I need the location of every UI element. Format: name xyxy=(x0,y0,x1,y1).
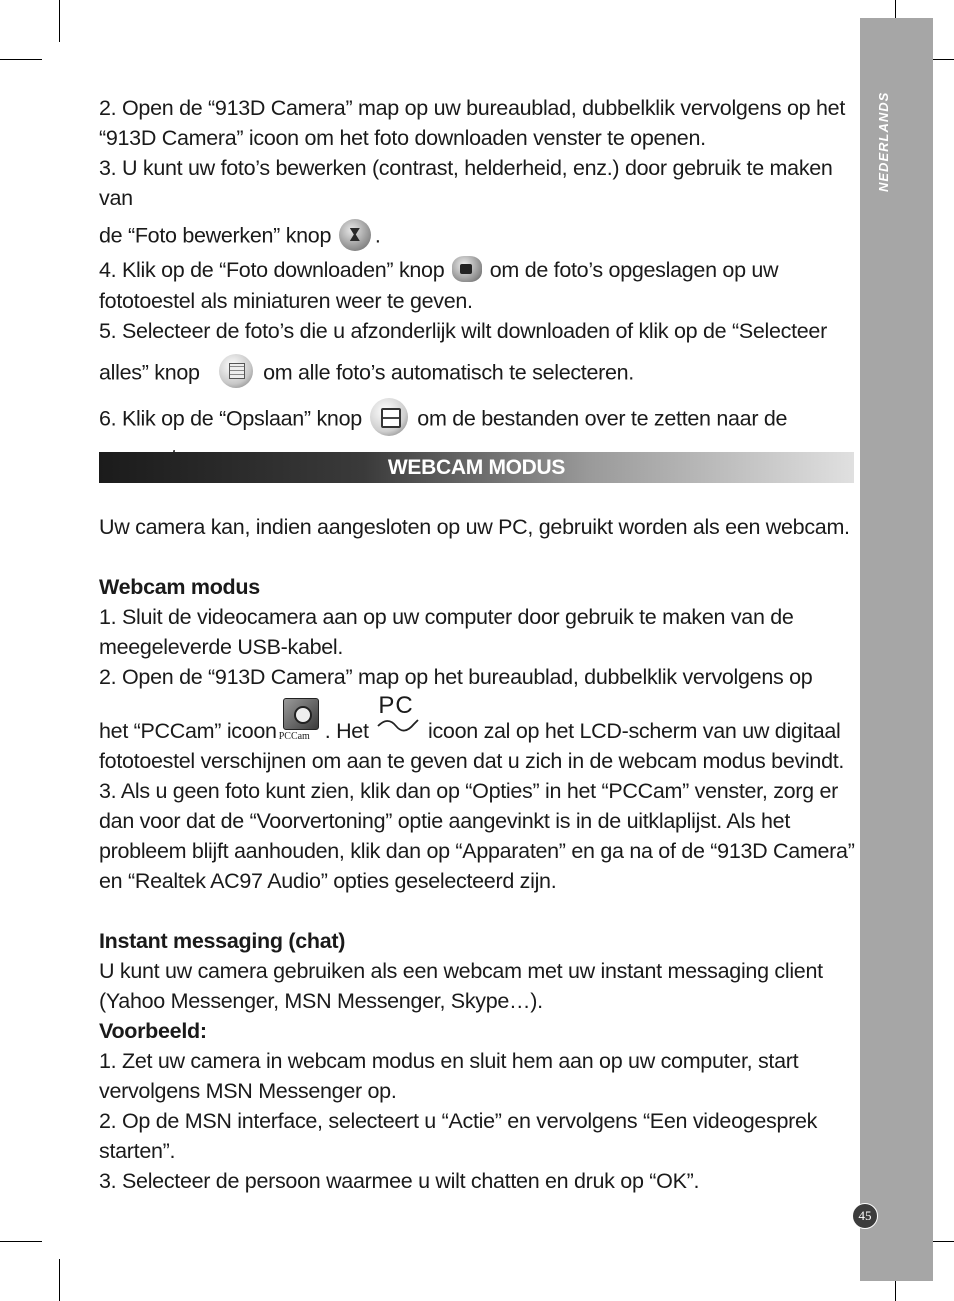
webcam-step-1: 1. Sluit de videocamera aan op uw computer door gebruik te maken van de meegeleverde USB-kabel. xyxy=(99,605,794,659)
step-6-text-b: om de bestanden over te zetten naar de xyxy=(417,407,788,431)
step-2-text: 2. Open de “913D Camera” map op uw bureaublad, dubbelklik vervolgens op het “913D Camera” icoon om het foto downloaden venster te openen. xyxy=(99,96,845,150)
chat-intro: U kunt uw camera gebruiken als een webcam met uw instant messaging client (Yahoo Messenger, MSN Messenger, Skype…). xyxy=(99,959,823,1013)
webcam-step-2-c: . Het xyxy=(324,719,369,743)
pc-mode-icon xyxy=(376,692,420,734)
instructions-webcam xyxy=(99,512,857,1196)
language-label-text: NEDERLANDS xyxy=(876,91,891,192)
pccam-icon xyxy=(279,698,321,744)
example-heading: Voorbeeld: xyxy=(99,1019,207,1043)
step-5-cont-text-b: om alle foto’s automatisch te selecteren. xyxy=(263,361,634,385)
crop-mark xyxy=(0,59,42,60)
chat-step-2: 2. Op de MSN interface, selecteert u “Actie” en vervolgens “Een videogesprek starten”. xyxy=(99,1109,818,1163)
step-5-text: 5. Selecteer de foto’s die u afzonderlijk wilt downloaden of klik op de “Selecteer xyxy=(99,319,827,344)
step-3-period: . xyxy=(374,223,381,248)
step-4-text-b: om de foto’s opgeslagen op uw fototoestel als miniaturen weer te geven. xyxy=(99,258,779,314)
webcam-heading: Webcam modus xyxy=(99,575,260,599)
page-number: 45 xyxy=(852,1203,878,1229)
intro-text: Uw camera kan, indien aangesloten op uw PC, gebruikt worden als een webcam. xyxy=(99,515,850,539)
pc-mode-icon-label: PC xyxy=(378,692,414,719)
download-photo-icon xyxy=(452,256,482,282)
pccam-icon-label: PCCam xyxy=(278,731,310,742)
edit-photo-icon xyxy=(339,219,371,251)
webcam-step-2-b: het “PCCam” icoon xyxy=(99,719,277,743)
webcam-step-3: 3. Als u geen foto kunt zien, klik dan op “Opties” in het “PCCam” venster, zorg er dan voor dat de “Voorvertoning” optie aangevinkt is in de uitklaplijst. Als het probleem blijft aanhouden, klik dan op “Apparaten” en ga na of de “913D Camera” en “Realtek AC97 Audio” opties geselecteerd zijn. xyxy=(99,779,855,893)
save-icon xyxy=(370,398,408,436)
language-side-tab xyxy=(860,18,933,1281)
step-6-text-a: 6. Klik op de “Opslaan” knop xyxy=(99,407,362,431)
step-3-cont xyxy=(99,219,857,255)
step-3-text: 3. U kunt uw foto’s bewerken (contrast, helderheid, enz.) door gebruik te maken van xyxy=(99,156,833,210)
step-4-text-a: 4. Klik op de “Foto downloaden” knop xyxy=(99,258,445,282)
section-title: WEBCAM MODUS xyxy=(387,456,566,479)
chat-heading: Instant messaging (chat) xyxy=(99,929,346,953)
step-4-text xyxy=(99,255,857,316)
chat-step-3: 3. Selecteer de persoon waarmee u wilt chatten en druk op “OK”. xyxy=(99,1169,700,1193)
crop-mark xyxy=(59,1259,60,1301)
step-3-cont-text: de “Foto bewerken” knop xyxy=(99,223,332,248)
webcam-step-2-cont xyxy=(99,692,857,776)
step-5-cont-text: alles” knop xyxy=(99,361,200,385)
crop-mark xyxy=(59,0,60,42)
crop-mark xyxy=(0,1241,42,1242)
instructions-top xyxy=(99,93,857,472)
select-all-icon xyxy=(219,354,253,388)
chat-step-1: 1. Zet uw camera in webcam modus en sluit hem aan op uw computer, start vervolgens MSN Messenger op. xyxy=(99,1049,799,1103)
step-5-cont xyxy=(99,354,857,394)
webcam-step-2: 2. Open de “913D Camera” map op het bureaublad, dubbelklik vervolgens op xyxy=(99,665,813,689)
section-header-bar xyxy=(99,452,854,483)
webcam-step-2-d: icoon zal op het LCD-scherm van uw digitaal fototoestel verschijnen om aan te geven dat u zich in de webcam modus bevindt. xyxy=(99,719,845,773)
